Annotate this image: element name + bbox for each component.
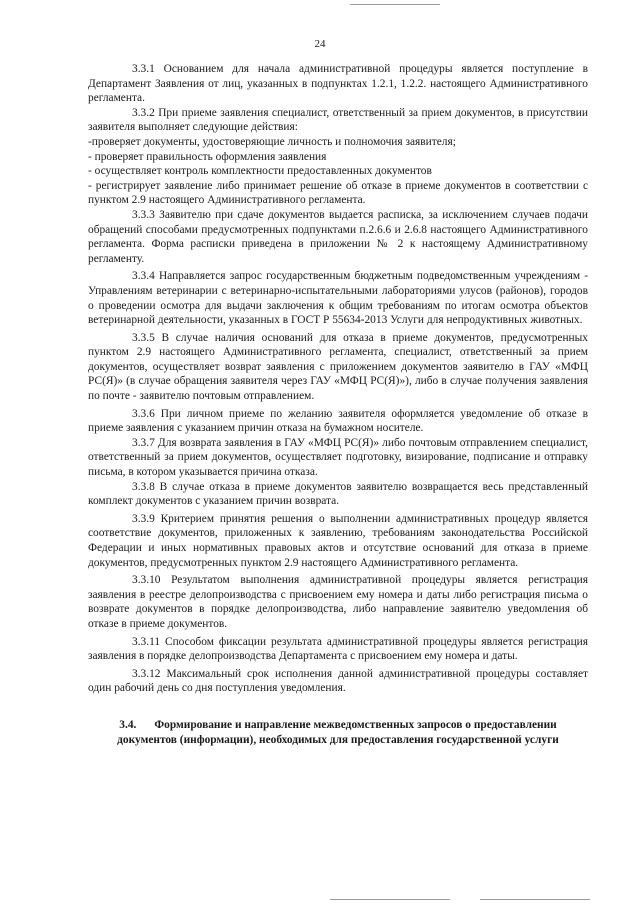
paragraph-3-3-2: 3.3.2 При приеме заявления специалист, ответственный за прием документов, в присутствии заявителя выполняет следующие действия: (88, 106, 588, 134)
section-heading (88, 718, 588, 747)
paragraph-3-3-4: 3.3.4 Направляется запрос государственным бюджетным подведомственным учреждениям - Управлениям ветеринарии с ветеринарно-испытательными лабораториями улусов (районов), городов о проведении осмотра для выдачи заключения к общим требованиям по итогам осмотра объектов ветеринарной деятельности, указанных в ГОСТ Р 55634-2013 Услуги для непродуктивных животных. (88, 270, 588, 327)
list-item-check-documents: -проверяет документы, удостоверяющие личность и полномочия заявителя; (88, 135, 456, 148)
section-title: Формирование и направление межведомственных запросов о предоставлении документов (информации), необходимых для предоставления государственной услуги (117, 718, 559, 746)
list-item-check-form: - проверяет правильность оформления заявления (88, 150, 327, 163)
section-number: 3.4. (119, 718, 137, 731)
paragraph-3-3-12: 3.3.12 Максимальный срок исполнения данной административной процедуры составляет один рабочий день со дня поступления уведомления. (88, 667, 588, 695)
scan-artifact-bottom-right (480, 899, 590, 900)
paragraph-3-3-11: 3.3.11 Способом фиксации результата административной процедуры является регистрация заявления в порядке делопроизводства Департамента с присвоением ему номера и даты. (88, 635, 588, 663)
scan-artifact-top (350, 4, 440, 5)
scan-artifact-bottom-left (330, 899, 450, 900)
list-item-check-completeness: - осуществляет контроль комплектности предоставленных документов (88, 165, 432, 178)
paragraph-3-3-8: 3.3.8 В случае отказа в приеме документов заявителю возвращается весь представленный комплект документов с указанием причин возврата. (88, 480, 588, 508)
page-number: 24 (314, 38, 326, 50)
paragraph-3-3-1: 3.3.1 Основанием для начала административной процедуры является поступление в Департамент Заявления от лиц, указанных в подпунктах 1.2.1, 1.2.2. настоящего Административного регламента. (88, 63, 588, 105)
paragraph-3-3-7: 3.3.7 Для возврата заявления в ГАУ «МФЦ РС(Я)» либо почтовым отправлением специалист, ответственный за прием документов, осуществляет подготовку, визирование, подписание и отправку письма, в котором указывается причина отказа. (88, 436, 588, 479)
paragraph-3-3-5: 3.3.5 В случае наличия оснований для отказа в приеме документов, предусмотренных пунктом 2.9 настоящего Административного регламента, специалист, ответственный за прием документов, осуществляет возврат заявления с приложением документов заявителю в ГАУ «МФЦ РС(Я)» (в случае обращения заявителя через ГАУ «МФЦ РС(Я)»), либо в случае получения заявления по почте - заявителю почтовым отправлением. (88, 331, 588, 403)
document-body (88, 62, 588, 747)
paragraph-3-3-3: 3.3.3 Заявителю при сдаче документов выдается расписка, за исключением случаев подачи обращений способами предусмотренных подпунктами п.2.6.6 и 2.6.8 настоящего Административного регламента. Форма расписки приведена в приложении № 2 к настоящему Административному регламенту. (88, 208, 588, 265)
list-item-register: - регистрирует заявление либо принимает решение об отказе в приеме документов в соответствии с пунктом 2.9 настоящего Административного регламента. (88, 179, 588, 207)
paragraph-3-3-6: 3.3.6 При личном приеме по желанию заявителя оформляется уведомление об отказе в приеме заявления с указанием причин отказа на бумажном носителе. (88, 407, 588, 435)
paragraph-3-3-9: 3.3.9 Критерием принятия решения о выполнении административных процедур является соответствие документов, приложенных к заявлению, требованиям законодательства Российской Федерации и иных нормативных правовых актов и отсутствие оснований для отказа в приеме документов, предусмотренных пунктом 2.9 настоящего Административного регламента. (88, 512, 588, 569)
paragraph-3-3-10: 3.3.10 Результатом выполнения административной процедуры является регистрация заявления в реестре делопроизводства с присвоением ему номера и даты либо регистрация письма о возврате документов в порядке делопроизводства, либо направление заявителю уведомления об отказе в приеме документов. (88, 574, 588, 630)
